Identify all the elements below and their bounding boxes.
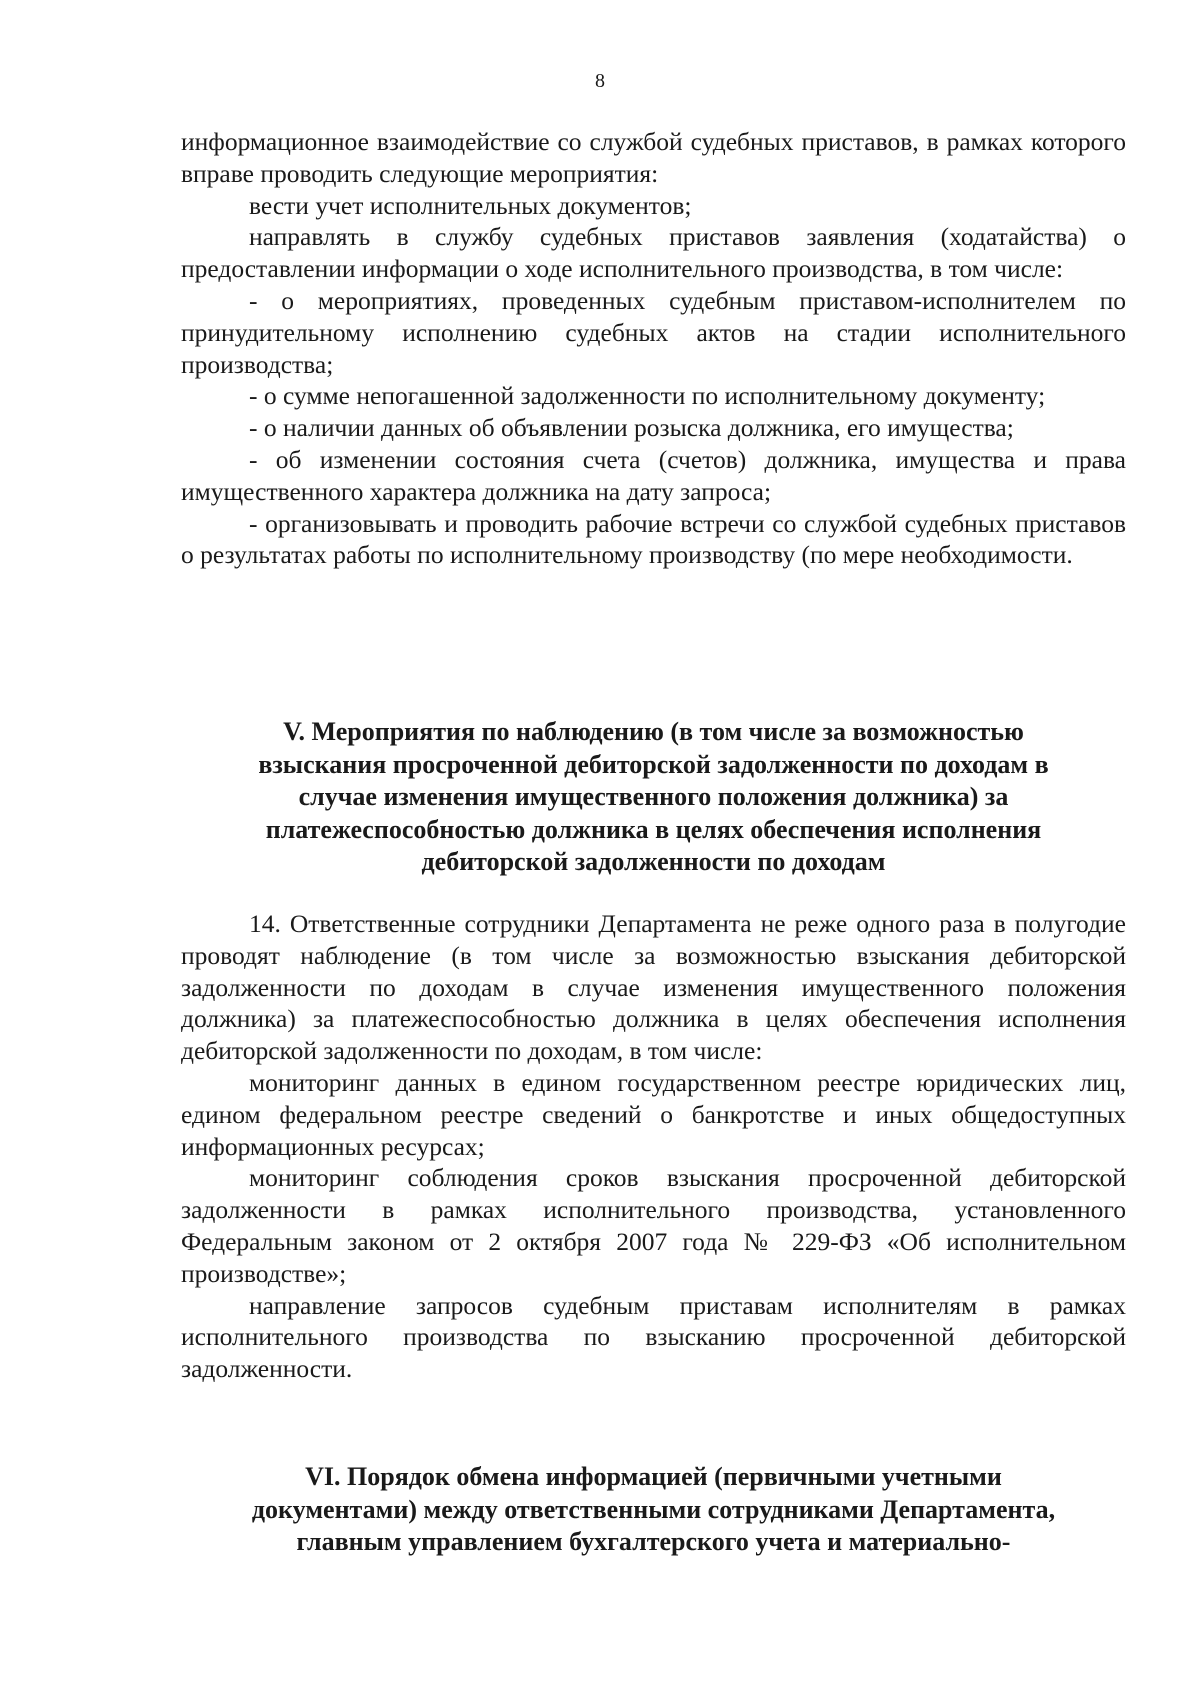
block2-paragraph: мониторинг данных в едином государственном реестре юридических лиц, едином федеральном реестре сведений о банкротстве и иных общедоступных информационных ресурсах; [181, 1067, 1126, 1161]
heading-line: случае изменения имущественного положения должника) за [298, 782, 1009, 811]
heading-line: V. Мероприятия по наблюдению (в том числе за возможностью [283, 717, 1024, 746]
body-text-block-2 [181, 908, 1126, 1385]
block2-paragraph: 14. Ответственные сотрудники Департамента не реже одного раза в полугодие проводят наблюдение (в том числе за возможностью взыскания дебиторской задолженности по доходам в случае изменения имущественного положения должника) за платежеспособностью должника в целях обеспечения исполнения дебиторской задолженности по доходам, в том числе: [181, 909, 1126, 1066]
block1-paragraph: - о мероприятиях, проведенных судебным приставом-исполнителем по принудительному исполнению судебных актов на стадии исполнительного производства; [181, 285, 1126, 379]
block1-paragraph: вести учет исполнительных документов; [249, 190, 692, 220]
heading-line: дебиторской задолженности по доходам [421, 847, 886, 876]
block1-paragraph: - организовывать и проводить рабочие встречи со службой судебных приставов о результатах работы по исполнительному производству (по мере необходимости. [181, 508, 1126, 570]
section-heading-v [181, 716, 1126, 879]
body-text-block-1 [181, 126, 1126, 571]
section-heading-vi [181, 1461, 1126, 1559]
block1-paragraph: - о наличии данных об объявлении розыска должника, его имущества; [249, 413, 1014, 443]
block1-paragraph: - о сумме непогашенной задолженности по исполнительному документу; [249, 381, 1046, 411]
heading-line: главным управлением бухгалтерского учета и материально- [296, 1527, 1011, 1556]
block2-paragraph: мониторинг соблюдения сроков взыскания просроченной дебиторской задолженности в рамках исполнительного производства, установленного Федеральным законом от 2 октября 2007 года № 229-ФЗ «Об исполнительном производстве»; [181, 1163, 1126, 1288]
heading-line: взыскания просроченной дебиторской задолженности по доходам в [258, 749, 1049, 779]
block1-paragraph: направлять в службу судебных приставов заявления (ходатайства) о предоставлении информации о ходе исполнительного производства, в том числе: [181, 222, 1126, 284]
page-number: 8 [595, 70, 605, 92]
heading-line: платежеспособностью должника в целях обеспечения исполнения [265, 814, 1042, 844]
block1-paragraph: информационное взаимодействие со службой судебных приставов, в рамках которого вправе проводить следующие мероприятия: [181, 127, 1126, 188]
block2-paragraph: направление запросов судебным приставам исполнителям в рамках исполнительного производства по взысканию просроченной дебиторской задолженности. [181, 1290, 1126, 1384]
block1-paragraph: - об изменении состояния счета (счетов) должника, имущества и права имущественного характера должника на дату запроса; [181, 444, 1126, 506]
heading-line: VI. Порядок обмена информацией (первичными учетными [305, 1462, 1002, 1491]
heading-line: документами) между ответственными сотрудниками Департамента, [251, 1494, 1056, 1524]
